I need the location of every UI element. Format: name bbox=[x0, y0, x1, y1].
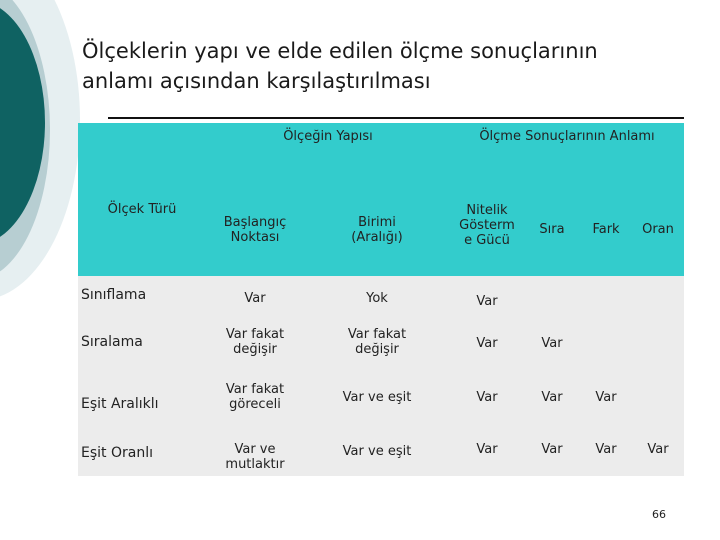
row-name-ratio: Eşit Oranlı bbox=[78, 424, 206, 476]
table-cell: Var bbox=[450, 424, 524, 476]
table-cell bbox=[524, 276, 580, 314]
table-cell bbox=[632, 370, 684, 424]
column-header-start-point: Başlangıç Noktası bbox=[206, 183, 304, 276]
table-cell: Var bbox=[206, 276, 304, 314]
table-cell: Var fakat göreceli bbox=[206, 370, 304, 424]
row-name-nominal: Sınıflama bbox=[78, 276, 206, 314]
page-number: 66 bbox=[652, 508, 666, 521]
table-cell: Var ve mutlaktır bbox=[206, 424, 304, 476]
table-cell: Var fakat değişir bbox=[206, 314, 304, 370]
table-cell: Var ve eşit bbox=[304, 370, 450, 424]
table-cell: Var bbox=[450, 370, 524, 424]
table-cell: Var bbox=[524, 370, 580, 424]
table-cell bbox=[632, 276, 684, 314]
column-header-ratio: Oran bbox=[632, 183, 684, 276]
column-header-unit: Birimi (Aralığı) bbox=[304, 183, 450, 276]
table-cell: Var bbox=[450, 314, 524, 370]
table-cell bbox=[632, 314, 684, 370]
row-name-interval: Eşit Aralıklı bbox=[78, 370, 206, 424]
table-cell: Var bbox=[524, 424, 580, 476]
column-header-difference: Fark bbox=[580, 183, 632, 276]
column-header-qualitative: Nitelik Gösterm e Gücü bbox=[450, 183, 524, 276]
corner-header-cell bbox=[78, 123, 206, 276]
title-divider bbox=[108, 117, 684, 119]
table-cell: Var bbox=[580, 424, 632, 476]
table-cell: Var bbox=[580, 370, 632, 424]
group-header-scale-structure: Ölçeğin Yapısı bbox=[206, 123, 450, 183]
row-header-label: Ölçek Türü bbox=[107, 202, 177, 217]
table-cell bbox=[580, 314, 632, 370]
slide-title: Ölçeklerin yapı ve elde edilen ölçme sonuçlarının anlamı açısından karşılaştırılması bbox=[82, 39, 598, 93]
table-cell: Var fakat değişir bbox=[304, 314, 450, 370]
group-header-result-meaning: Ölçme Sonuçlarının Anlamı bbox=[450, 123, 684, 183]
table-cell bbox=[580, 276, 632, 314]
table-cell: Var bbox=[450, 276, 524, 314]
table-cell: Var ve eşit bbox=[304, 424, 450, 476]
table-cell: Yok bbox=[304, 276, 450, 314]
column-header-order: Sıra bbox=[524, 183, 580, 276]
table-cell: Var bbox=[524, 314, 580, 370]
table-cell: Var bbox=[632, 424, 684, 476]
row-name-ordinal: Sıralama bbox=[78, 314, 206, 370]
